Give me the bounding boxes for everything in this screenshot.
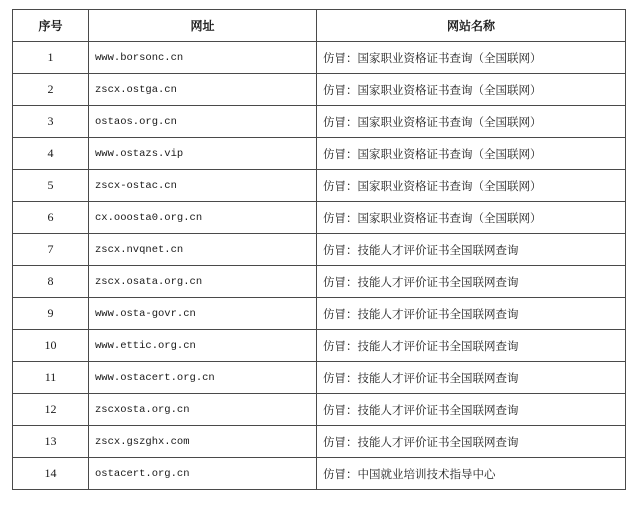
row-number: 4	[13, 138, 89, 170]
row-site-name: 仿冒：国家职业资格证书查询（全国联网）	[317, 202, 626, 234]
counterfeit-sites-table-container	[12, 9, 626, 490]
row-number: 2	[13, 74, 89, 106]
row-url: cx.ooosta0.org.cn	[89, 202, 317, 234]
table-row	[13, 362, 626, 394]
table-row	[13, 330, 626, 362]
row-number: 12	[13, 394, 89, 426]
row-number: 9	[13, 298, 89, 330]
row-url: www.ostacert.org.cn	[89, 362, 317, 394]
row-number: 3	[13, 106, 89, 138]
table-row	[13, 234, 626, 266]
table-row	[13, 202, 626, 234]
row-site-name: 仿冒：技能人才评价证书全国联网查询	[317, 394, 626, 426]
row-url: www.osta-govr.cn	[89, 298, 317, 330]
row-url: www.borsonc.cn	[89, 42, 317, 74]
table-row	[13, 106, 626, 138]
row-url: www.ettic.org.cn	[89, 330, 317, 362]
row-site-name: 仿冒：国家职业资格证书查询（全国联网）	[317, 74, 626, 106]
row-site-name: 仿冒：国家职业资格证书查询（全国联网）	[317, 106, 626, 138]
table-row	[13, 266, 626, 298]
row-url: ostacert.org.cn	[89, 458, 317, 490]
row-site-name: 仿冒：技能人才评价证书全国联网查询	[317, 362, 626, 394]
row-site-name: 仿冒：技能人才评价证书全国联网查询	[317, 298, 626, 330]
table-row	[13, 298, 626, 330]
counterfeit-sites-table	[12, 9, 626, 490]
row-url: zscx.ostga.cn	[89, 74, 317, 106]
table-row	[13, 426, 626, 458]
table-row	[13, 138, 626, 170]
row-url: ostaos.org.cn	[89, 106, 317, 138]
row-number: 11	[13, 362, 89, 394]
row-url: zscxosta.org.cn	[89, 394, 317, 426]
row-number: 6	[13, 202, 89, 234]
header-serial-number: 序号	[13, 10, 89, 42]
row-site-name: 仿冒：国家职业资格证书查询（全国联网）	[317, 138, 626, 170]
row-number: 5	[13, 170, 89, 202]
row-url: www.ostazs.vip	[89, 138, 317, 170]
table-header-row	[13, 10, 626, 42]
row-url: zscx.osata.org.cn	[89, 266, 317, 298]
row-number: 14	[13, 458, 89, 490]
table-row	[13, 394, 626, 426]
table-row	[13, 74, 626, 106]
row-site-name: 仿冒：国家职业资格证书查询（全国联网）	[317, 170, 626, 202]
header-site-name: 网站名称	[317, 10, 626, 42]
row-url: zscx-ostac.cn	[89, 170, 317, 202]
row-url: zscx.nvqnet.cn	[89, 234, 317, 266]
row-site-name: 仿冒：技能人才评价证书全国联网查询	[317, 426, 626, 458]
header-url: 网址	[89, 10, 317, 42]
table-row	[13, 170, 626, 202]
row-site-name: 仿冒：国家职业资格证书查询（全国联网）	[317, 42, 626, 74]
row-site-name: 仿冒：技能人才评价证书全国联网查询	[317, 234, 626, 266]
row-number: 1	[13, 42, 89, 74]
row-number: 13	[13, 426, 89, 458]
row-number: 7	[13, 234, 89, 266]
row-url: zscx.gszghx.com	[89, 426, 317, 458]
row-site-name: 仿冒：中国就业培训技术指导中心	[317, 458, 626, 490]
table-row	[13, 458, 626, 490]
row-site-name: 仿冒：技能人才评价证书全国联网查询	[317, 330, 626, 362]
row-site-name: 仿冒：技能人才评价证书全国联网查询	[317, 266, 626, 298]
row-number: 8	[13, 266, 89, 298]
table-row	[13, 42, 626, 74]
row-number: 10	[13, 330, 89, 362]
